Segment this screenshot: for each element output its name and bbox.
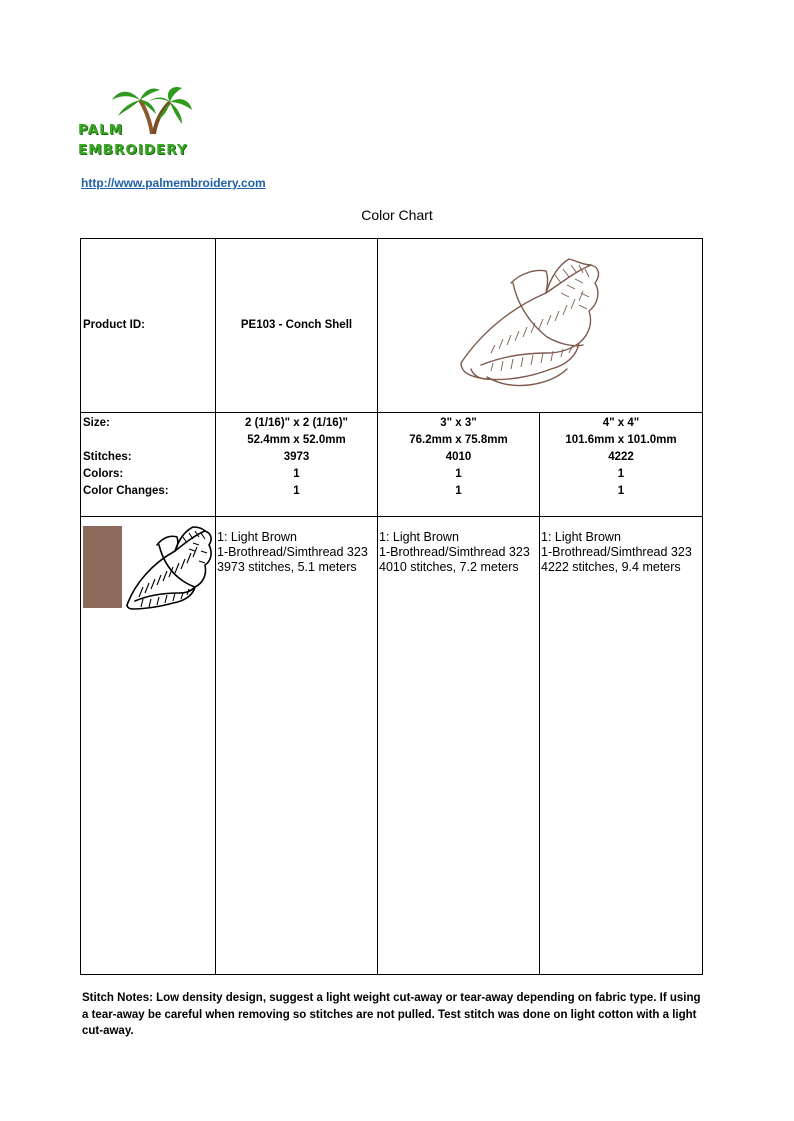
size-mm-value: 76.2mm x 75.8mm	[409, 434, 508, 446]
conch-shell-line-art	[123, 523, 215, 611]
colors-value: 1	[455, 468, 462, 480]
stitches-value: 4010	[445, 451, 472, 463]
colors-label: Colors:	[83, 468, 124, 480]
size-value: 3" x 3"	[440, 417, 477, 429]
color-changes-label: Color Changes:	[83, 485, 169, 497]
color-changes-value: 1	[617, 485, 625, 497]
thread-color-name: 1: Light Brown	[379, 530, 459, 544]
colors-value: 1	[293, 468, 300, 480]
size-value: 4" x 4"	[602, 417, 640, 429]
logo-text-palm: PALM	[78, 122, 124, 138]
thread-color-name: 1: Light Brown	[541, 530, 621, 544]
color-changes-value: 1	[455, 485, 462, 497]
logo-text-embroidery: EMBROIDERY	[78, 142, 188, 158]
page-title: Color Chart	[361, 207, 433, 223]
thread-stats: 4010 stitches, 7.2 meters	[379, 560, 519, 574]
thread-info-cell	[217, 530, 368, 575]
palm-embroidery-logo	[78, 86, 194, 166]
thread-color-swatch	[83, 526, 122, 608]
row-divider	[81, 516, 702, 517]
thread-brand: 1-Brothread/Simthread 323	[541, 545, 692, 559]
product-id-label: Product ID:	[83, 319, 145, 331]
thread-color-name: 1: Light Brown	[217, 530, 297, 544]
stitch-notes: Stitch Notes: Low density design, suggest a light weight cut-away or tear-away depending on fabric type. If using a tear-away be careful when removing so stitches are not pulled. Test stitch was done on light cotton with a light cut-away.	[82, 992, 701, 1037]
product-id-value: PE103 - Conch Shell	[240, 319, 353, 331]
stitches-value: 4222	[608, 451, 634, 463]
column-divider	[377, 239, 378, 974]
stitches-label: Stitches:	[83, 451, 132, 463]
thread-stats: 4222 stitches, 9.4 meters	[541, 560, 681, 574]
size-value: 2 (1/16)" x 2 (1/16)"	[245, 417, 348, 429]
colors-value: 1	[617, 468, 625, 480]
stitches-value: 3973	[283, 451, 310, 463]
conch-shell-design-preview	[451, 253, 611, 393]
thread-info-cell	[541, 530, 692, 575]
thread-brand: 1-Brothread/Simthread 323	[217, 545, 368, 559]
website-link[interactable]: http://www.palmembroidery.com	[81, 176, 266, 190]
color-changes-value: 1	[293, 485, 300, 497]
thread-stats: 3973 stitches, 5.1 meters	[217, 560, 357, 574]
color-chart-table	[80, 238, 703, 975]
thread-brand: 1-Brothread/Simthread 323	[379, 545, 530, 559]
thread-info-cell	[379, 530, 530, 575]
size-label: Size:	[83, 417, 110, 429]
size-mm-value: 101.6mm x 101.0mm	[565, 434, 677, 446]
size-mm-value: 52.4mm x 52.0mm	[247, 434, 346, 446]
row-divider	[81, 412, 702, 413]
column-divider	[215, 239, 216, 974]
